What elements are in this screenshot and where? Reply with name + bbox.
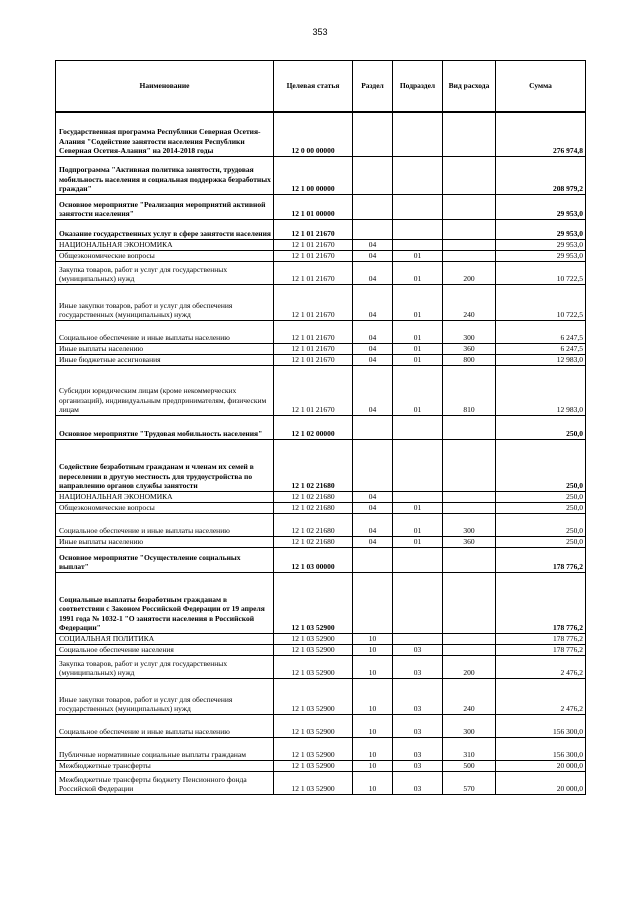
cell-expense-type: 200 <box>443 655 496 678</box>
table-row <box>56 547 586 572</box>
cell-amount: 29 953,0 <box>496 239 586 250</box>
cell-name: Основное мероприятие "Трудовая мобильность населения" <box>56 415 274 439</box>
cell-amount: 2 476,2 <box>496 655 586 678</box>
cell-expense-type <box>443 112 496 156</box>
cell-subsection: 01 <box>393 250 443 261</box>
header-subsection: Подраздел <box>393 61 443 113</box>
cell-subsection: 01 <box>393 284 443 320</box>
table-header-row <box>56 61 586 113</box>
table-row <box>56 194 586 219</box>
cell-name: Социальные выплаты безработным гражданам в соответствии с Законом Российской Федерации от 19 апреля 1991 года № 1032-1 "О занятости населения в Российской Федерации" <box>56 572 274 633</box>
table-row <box>56 112 586 156</box>
cell-amount: 156 300,0 <box>496 714 586 737</box>
cell-name: Иные закупки товаров, работ и услуг для обеспечения государственных (муниципальных) нужд <box>56 678 274 714</box>
cell-section: 04 <box>353 536 393 547</box>
cell-section: 10 <box>353 678 393 714</box>
cell-expense-type <box>443 572 496 633</box>
cell-subsection: 01 <box>393 502 443 513</box>
cell-subsection <box>393 491 443 502</box>
table-row <box>56 737 586 760</box>
cell-target-article: 12 1 01 21670 <box>274 365 353 415</box>
cell-expense-type <box>443 491 496 502</box>
cell-section: 04 <box>353 343 393 354</box>
cell-target-article: 12 1 01 00000 <box>274 194 353 219</box>
cell-expense-type <box>443 502 496 513</box>
cell-target-article: 12 1 02 21680 <box>274 502 353 513</box>
cell-expense-type <box>443 156 496 194</box>
cell-expense-type <box>443 250 496 261</box>
cell-expense-type <box>443 633 496 644</box>
table-row <box>56 219 586 239</box>
cell-expense-type <box>443 194 496 219</box>
cell-expense-type: 500 <box>443 760 496 771</box>
cell-target-article: 12 1 03 00000 <box>274 547 353 572</box>
cell-amount: 156 300,0 <box>496 737 586 760</box>
table-row <box>56 365 586 415</box>
cell-section: 04 <box>353 239 393 250</box>
cell-target-article: 12 1 03 52900 <box>274 771 353 794</box>
table-row <box>56 156 586 194</box>
cell-subsection: 01 <box>393 513 443 536</box>
cell-amount: 12 983,0 <box>496 365 586 415</box>
table-row <box>56 760 586 771</box>
cell-expense-type <box>443 439 496 491</box>
table-row <box>56 644 586 655</box>
table-row <box>56 261 586 284</box>
cell-target-article: 12 1 03 52900 <box>274 737 353 760</box>
cell-section <box>353 415 393 439</box>
cell-name: Иные бюджетные ассигнования <box>56 354 274 365</box>
cell-expense-type <box>443 415 496 439</box>
cell-amount: 12 983,0 <box>496 354 586 365</box>
cell-target-article: 12 1 01 21670 <box>274 250 353 261</box>
cell-name: Оказание государственных услуг в сфере занятости населения <box>56 219 274 239</box>
cell-subsection: 03 <box>393 678 443 714</box>
cell-target-article: 12 1 02 21680 <box>274 536 353 547</box>
table-row <box>56 343 586 354</box>
cell-amount: 178 776,2 <box>496 633 586 644</box>
cell-target-article: 12 1 02 00000 <box>274 415 353 439</box>
cell-expense-type <box>443 644 496 655</box>
cell-section: 04 <box>353 354 393 365</box>
cell-expense-type: 800 <box>443 354 496 365</box>
cell-subsection: 03 <box>393 655 443 678</box>
cell-name: НАЦИОНАЛЬНАЯ ЭКОНОМИКА <box>56 239 274 250</box>
cell-expense-type: 300 <box>443 320 496 343</box>
cell-target-article: 12 1 02 21680 <box>274 491 353 502</box>
cell-section <box>353 194 393 219</box>
table-row <box>56 678 586 714</box>
cell-amount: 6 247,5 <box>496 320 586 343</box>
header-name: Наименование <box>56 61 274 113</box>
cell-amount: 29 953,0 <box>496 194 586 219</box>
cell-expense-type: 300 <box>443 714 496 737</box>
cell-amount: 250,0 <box>496 536 586 547</box>
cell-amount: 10 722,5 <box>496 261 586 284</box>
table-row <box>56 633 586 644</box>
cell-expense-type: 240 <box>443 284 496 320</box>
cell-subsection: 03 <box>393 714 443 737</box>
page-number: 353 <box>312 27 328 37</box>
cell-expense-type <box>443 239 496 250</box>
table-row <box>56 320 586 343</box>
cell-section <box>353 439 393 491</box>
cell-name: Субсидии юридическим лицам (кроме некоммерческих организаций), индивидуальным предпринимателям, физическим лицам <box>56 365 274 415</box>
cell-target-article: 12 1 01 21670 <box>274 239 353 250</box>
cell-subsection <box>393 415 443 439</box>
cell-amount: 250,0 <box>496 439 586 491</box>
cell-name: Закупка товаров, работ и услуг для государственных (муниципальных) нужд <box>56 655 274 678</box>
cell-amount: 10 722,5 <box>496 284 586 320</box>
cell-amount: 250,0 <box>496 513 586 536</box>
table-body <box>56 112 586 794</box>
cell-section: 10 <box>353 714 393 737</box>
cell-subsection <box>393 547 443 572</box>
cell-subsection: 01 <box>393 536 443 547</box>
cell-amount: 6 247,5 <box>496 343 586 354</box>
cell-expense-type: 360 <box>443 536 496 547</box>
cell-section: 10 <box>353 771 393 794</box>
cell-section: 04 <box>353 513 393 536</box>
cell-section <box>353 156 393 194</box>
cell-amount: 178 776,2 <box>496 547 586 572</box>
cell-target-article: 12 1 01 21670 <box>274 354 353 365</box>
cell-section: 04 <box>353 261 393 284</box>
cell-subsection: 01 <box>393 261 443 284</box>
cell-name: Социальное обеспечение и иные выплаты населению <box>56 714 274 737</box>
cell-expense-type: 300 <box>443 513 496 536</box>
table-row <box>56 714 586 737</box>
cell-name: Межбюджетные трансферты <box>56 760 274 771</box>
cell-name: Закупка товаров, работ и услуг для государственных (муниципальных) нужд <box>56 261 274 284</box>
table-row <box>56 354 586 365</box>
cell-name: СОЦИАЛЬНАЯ ПОЛИТИКА <box>56 633 274 644</box>
cell-section: 04 <box>353 284 393 320</box>
cell-name: Основное мероприятие "Осуществление социальных выплат" <box>56 547 274 572</box>
cell-target-article: 12 1 03 52900 <box>274 572 353 633</box>
cell-target-article: 12 1 03 52900 <box>274 655 353 678</box>
cell-name: Социальное обеспечение и иные выплаты населению <box>56 513 274 536</box>
cell-subsection <box>393 633 443 644</box>
cell-subsection <box>393 112 443 156</box>
cell-subsection <box>393 156 443 194</box>
cell-subsection <box>393 219 443 239</box>
cell-expense-type: 360 <box>443 343 496 354</box>
header-target-article: Целевая статья <box>274 61 353 113</box>
cell-subsection: 03 <box>393 760 443 771</box>
table-row <box>56 284 586 320</box>
cell-amount: 250,0 <box>496 415 586 439</box>
cell-target-article: 12 1 01 21670 <box>274 284 353 320</box>
cell-expense-type: 810 <box>443 365 496 415</box>
cell-target-article: 12 1 01 21670 <box>274 219 353 239</box>
cell-section: 04 <box>353 250 393 261</box>
cell-name: Иные закупки товаров, работ и услуг для обеспечения государственных (муниципальных) нужд <box>56 284 274 320</box>
cell-expense-type <box>443 547 496 572</box>
cell-target-article: 12 1 03 52900 <box>274 714 353 737</box>
cell-subsection <box>393 194 443 219</box>
cell-target-article: 12 1 02 21680 <box>274 513 353 536</box>
table-row <box>56 415 586 439</box>
cell-name: Государственная программа Республики Северная Осетия-Алания "Содействие занятости населения Республики Северная Осетия-Алания" на 2014-2018 годы <box>56 112 274 156</box>
cell-section: 04 <box>353 320 393 343</box>
cell-name: Основное мероприятие "Реализация мероприятий активной занятости населения" <box>56 194 274 219</box>
cell-amount: 250,0 <box>496 502 586 513</box>
table-row <box>56 250 586 261</box>
cell-amount: 250,0 <box>496 491 586 502</box>
budget-table <box>55 60 586 795</box>
cell-amount: 208 979,2 <box>496 156 586 194</box>
cell-amount: 29 953,0 <box>496 250 586 261</box>
cell-subsection: 01 <box>393 343 443 354</box>
cell-expense-type: 310 <box>443 737 496 760</box>
table-row <box>56 239 586 250</box>
cell-name: Содействие безработным гражданам и членам их семей в переселении в другую местность для трудоустройства по направлению органов службы занятости <box>56 439 274 491</box>
cell-expense-type: 570 <box>443 771 496 794</box>
cell-section <box>353 219 393 239</box>
cell-name: Общеэкономические вопросы <box>56 250 274 261</box>
cell-target-article: 12 0 00 00000 <box>274 112 353 156</box>
cell-name: Межбюджетные трансферты бюджету Пенсионного фонда Российской Федерации <box>56 771 274 794</box>
cell-section: 10 <box>353 633 393 644</box>
cell-expense-type: 240 <box>443 678 496 714</box>
cell-subsection <box>393 239 443 250</box>
cell-target-article: 12 1 03 52900 <box>274 644 353 655</box>
table-row <box>56 536 586 547</box>
cell-section: 04 <box>353 502 393 513</box>
table-row <box>56 491 586 502</box>
table-row <box>56 572 586 633</box>
cell-subsection: 01 <box>393 320 443 343</box>
cell-name: Социальное обеспечение и иные выплаты населению <box>56 320 274 343</box>
cell-amount: 276 974,8 <box>496 112 586 156</box>
cell-amount: 20 000,0 <box>496 760 586 771</box>
cell-section: 10 <box>353 737 393 760</box>
cell-name: Подпрограмма "Активная политика занятости, трудовая мобильность населения и социальная поддержка безработных граждан" <box>56 156 274 194</box>
cell-subsection: 03 <box>393 737 443 760</box>
header-expense-type: Вид расхода <box>443 61 496 113</box>
cell-subsection: 01 <box>393 365 443 415</box>
cell-name: Социальное обеспечение населения <box>56 644 274 655</box>
cell-section: 04 <box>353 365 393 415</box>
cell-expense-type <box>443 219 496 239</box>
cell-amount: 178 776,2 <box>496 644 586 655</box>
cell-target-article: 12 1 03 52900 <box>274 760 353 771</box>
cell-name: Публичные нормативные социальные выплаты гражданам <box>56 737 274 760</box>
cell-subsection: 01 <box>393 354 443 365</box>
header-section: Раздел <box>353 61 393 113</box>
cell-subsection: 03 <box>393 644 443 655</box>
cell-section <box>353 112 393 156</box>
cell-name: Иные выплаты населению <box>56 343 274 354</box>
table-row <box>56 513 586 536</box>
cell-section <box>353 547 393 572</box>
cell-amount: 178 776,2 <box>496 572 586 633</box>
cell-expense-type: 200 <box>443 261 496 284</box>
table-row <box>56 655 586 678</box>
cell-amount: 2 476,2 <box>496 678 586 714</box>
cell-section <box>353 572 393 633</box>
cell-target-article: 12 1 01 21670 <box>274 261 353 284</box>
table-row <box>56 439 586 491</box>
cell-amount: 20 000,0 <box>496 771 586 794</box>
cell-target-article: 12 1 01 21670 <box>274 320 353 343</box>
cell-name: Общеэкономические вопросы <box>56 502 274 513</box>
cell-section: 10 <box>353 760 393 771</box>
cell-subsection: 03 <box>393 771 443 794</box>
cell-target-article: 12 1 00 00000 <box>274 156 353 194</box>
cell-target-article: 12 1 03 52900 <box>274 633 353 644</box>
cell-amount: 29 953,0 <box>496 219 586 239</box>
table-row <box>56 502 586 513</box>
cell-section: 10 <box>353 655 393 678</box>
cell-section: 10 <box>353 644 393 655</box>
cell-section: 04 <box>353 491 393 502</box>
table-row <box>56 771 586 794</box>
cell-subsection <box>393 572 443 633</box>
cell-name: НАЦИОНАЛЬНАЯ ЭКОНОМИКА <box>56 491 274 502</box>
cell-target-article: 12 1 03 52900 <box>274 678 353 714</box>
cell-name: Иные выплаты населению <box>56 536 274 547</box>
header-amount: Сумма <box>496 61 586 113</box>
cell-subsection <box>393 439 443 491</box>
cell-target-article: 12 1 01 21670 <box>274 343 353 354</box>
cell-target-article: 12 1 02 21680 <box>274 439 353 491</box>
